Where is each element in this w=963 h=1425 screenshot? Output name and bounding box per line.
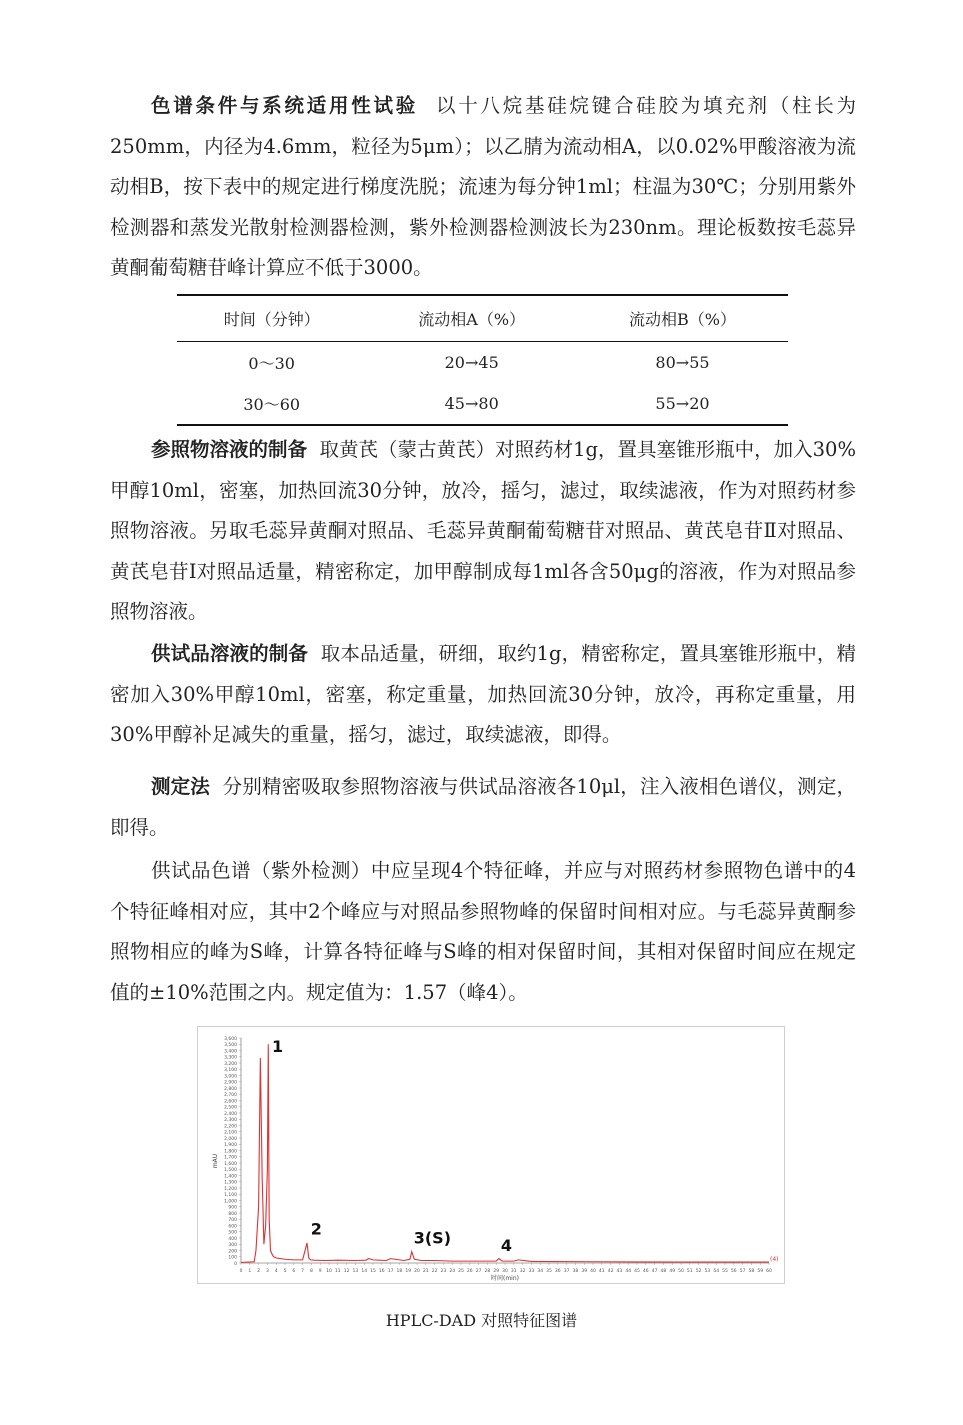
x-tick-label: 26 [466, 1269, 473, 1274]
y-tick-label: 3,100 [224, 1068, 237, 1074]
x-tick-label: 42 [607, 1269, 614, 1274]
heading-method: 测定法 [151, 775, 210, 798]
y-tick-label: 1,600 [224, 1161, 237, 1167]
y-tick-label: 2,300 [224, 1118, 237, 1124]
y-tick-label: 0 [234, 1261, 237, 1267]
y-tick-label: 1,400 [224, 1174, 237, 1180]
table-cell: 30～60 [177, 383, 366, 425]
x-tick-label: 25 [458, 1269, 464, 1274]
text-conditions: 以十八烷基硅烷键合硅胶为填充剂（柱长为250mm，内径为4.6mm，粒径为5μm）；以乙腈为流动相A，以0.02%甲酸溶液为流动相B，按下表中的规定进行梯度洗脱；流速为每分钟1ml；柱温为30℃；分别用紫外检测器和蒸发光散射检测器检测，紫外检测器检测波长为230nm。理论板数按毛蕊异黄酮葡萄糖苷峰计算应不低于3000。 [110, 94, 856, 279]
paragraph-reference [110, 430, 856, 633]
x-tick-label: 15 [370, 1269, 376, 1274]
y-tick-label: 2,600 [224, 1099, 237, 1105]
x-tick-label: 30 [502, 1269, 508, 1274]
heading-reference: 参照物溶液的制备 [151, 438, 308, 461]
x-tick-label: 58 [748, 1269, 755, 1274]
y-tick-label: 2,800 [224, 1086, 237, 1092]
y-tick-label: 2,900 [224, 1080, 237, 1086]
x-tick-label: 40 [590, 1269, 596, 1274]
y-axis-label: mAU [212, 1153, 219, 1169]
y-tick-label: 1,000 [224, 1199, 237, 1205]
paragraph-requirement [110, 851, 856, 1013]
x-tick-label: 35 [546, 1269, 552, 1274]
x-tick-label: 33 [528, 1269, 535, 1274]
table-cell: 80→55 [655, 352, 710, 372]
gradient-table [177, 294, 788, 426]
peak-label: 2 [310, 1219, 322, 1239]
x-tick-label: 2 [257, 1269, 261, 1274]
x-tick-label: 32 [519, 1269, 526, 1274]
x-tick-label: 56 [730, 1269, 737, 1274]
x-tick-label: 19 [405, 1269, 412, 1274]
heading-sample: 供试品溶液的制备 [151, 642, 309, 665]
y-tick-label: 1,100 [224, 1193, 237, 1199]
y-tick-label: 1,300 [224, 1180, 237, 1186]
x-tick-label: 52 [695, 1269, 702, 1274]
paragraph-sample [110, 634, 856, 756]
text-requirement: 供试品色谱（紫外检测）中应呈现4个特征峰，并应与对照药材参照物色谱中的4个特征峰相对应，其中2个峰应与对照品参照物峰的保留时间相对应。与毛蕊异黄酮参照物相应的峰为S峰，计算各特征峰与S峰的相对保留时间，其相对保留时间应在规定值的±10%范围之内。规定值为：1.57（峰4）。 [110, 859, 856, 1004]
x-tick-label: 27 [475, 1269, 482, 1274]
y-tick-label: 1,500 [224, 1168, 237, 1174]
x-tick-label: 21 [422, 1269, 429, 1274]
y-tick-label: 3,400 [224, 1049, 237, 1055]
text-method: 分别精密吸取参照物溶液与供试品溶液各10μl，注入液相色谱仪，测定，即得。 [110, 775, 856, 839]
x-tick-label: 17 [387, 1269, 394, 1274]
x-tick-label: 50 [678, 1269, 684, 1274]
table-header-phase-a: 流动相A（%） [366, 295, 577, 341]
x-tick-label: 9 [318, 1269, 322, 1274]
x-tick-label: 11 [334, 1269, 341, 1274]
y-tick-label: 1,800 [224, 1149, 237, 1155]
x-tick-label: 5 [283, 1269, 287, 1274]
x-tick-label: 53 [704, 1269, 711, 1274]
x-tick-label: 22 [431, 1269, 438, 1274]
x-tick-label: 43 [616, 1269, 623, 1274]
x-tick-label: 0 [239, 1269, 243, 1274]
x-tick-label: 34 [537, 1269, 544, 1274]
series-tag: (4) [770, 1256, 779, 1263]
x-tick-label: 8 [309, 1269, 313, 1274]
x-tick-label: 49 [669, 1269, 676, 1274]
y-tick-label: 1,700 [224, 1155, 237, 1161]
table-cell: 45→80 [366, 383, 577, 425]
x-tick-label: 38 [572, 1269, 579, 1274]
x-tick-label: 20 [414, 1269, 420, 1274]
y-tick-label: 700 [228, 1218, 237, 1224]
x-tick-label: 60 [766, 1269, 772, 1274]
table-header-row [177, 295, 788, 341]
y-tick-label: 2,200 [224, 1124, 237, 1130]
x-tick-label: 16 [378, 1269, 385, 1274]
table-row [177, 341, 788, 383]
y-tick-label: 1,900 [224, 1143, 237, 1149]
table-header-time: 时间（分钟） [177, 295, 366, 341]
peak-label: 1 [272, 1037, 284, 1056]
x-tick-label: 37 [563, 1269, 570, 1274]
table-cell: 0～30 [248, 353, 295, 373]
x-tick-label: 57 [739, 1269, 746, 1274]
x-tick-label: 47 [651, 1269, 658, 1274]
figure-caption: HPLC-DAD 对照特征图谱 [385, 1311, 578, 1330]
y-tick-label: 900 [228, 1205, 237, 1211]
y-tick-label: 1,200 [224, 1186, 237, 1192]
y-tick-label: 600 [228, 1224, 237, 1230]
x-tick-label: 51 [686, 1269, 693, 1274]
x-tick-label: 31 [510, 1269, 517, 1274]
x-tick-label: 12 [343, 1269, 350, 1274]
y-tick-label: 300 [228, 1243, 237, 1249]
x-tick-label: 45 [634, 1269, 640, 1274]
x-tick-label: 44 [625, 1269, 632, 1274]
x-tick-label: 55 [722, 1269, 728, 1274]
x-tick-label: 3 [265, 1269, 269, 1274]
x-tick-label: 28 [484, 1269, 491, 1274]
y-tick-label: 2,000 [224, 1136, 237, 1142]
x-tick-label: 59 [757, 1269, 764, 1274]
x-tick-label: 14 [361, 1269, 368, 1274]
x-tick-label: 13 [352, 1269, 359, 1274]
x-tick-label: 54 [713, 1269, 720, 1274]
y-tick-label: 3,500 [224, 1043, 237, 1049]
y-tick-label: 3,000 [224, 1074, 237, 1080]
y-tick-label: 2,400 [224, 1111, 237, 1117]
table-row [177, 383, 788, 425]
paragraph-conditions [110, 86, 856, 289]
x-tick-label: 10 [326, 1269, 332, 1274]
y-tick-label: 2,700 [224, 1093, 237, 1099]
x-tick-label: 29 [493, 1269, 500, 1274]
table-header-phase-b: 流动相B（%） [577, 295, 788, 341]
y-tick-label: 3,200 [224, 1061, 237, 1067]
y-tick-label: 400 [228, 1236, 237, 1242]
x-tick-label: 7 [301, 1269, 305, 1274]
y-tick-label: 3,300 [224, 1055, 237, 1061]
paragraph-method [110, 767, 856, 848]
text-reference: 取黄芪（蒙古黄芪）对照药材1g，置具塞锥形瓶中，加入30%甲醇10ml，密塞，加热回流30分钟，放冷，摇匀，滤过，取续滤液，作为对照药材参照物溶液。另取毛蕊异黄酮对照品、毛蕊异黄酮葡萄糖苷对照品、黄芪皂苷Ⅱ对照品、黄芪皂苷Ⅰ对照品适量，精密称定，加甲醇制成每1ml各含50μg的溶液，作为对照品参照物溶液。 [110, 438, 856, 623]
chart-frame [198, 1027, 785, 1284]
x-tick-label: 4 [274, 1269, 278, 1274]
y-tick-label: 2,500 [224, 1105, 237, 1111]
hplc-chromatogram [197, 1026, 785, 1284]
text-sample: 取本品适量，研细，取约1g，精密称定，置具塞锥形瓶中，精密加入30%甲醇10ml，密塞，称定重量，加热回流30分钟，放冷，再称定重量，用30%甲醇补足减失的重量，摇匀，滤过，取续滤液，即得。 [110, 642, 856, 746]
x-axis-label: 时间(min) [491, 1275, 519, 1282]
table-cell: 20→45 [444, 352, 499, 372]
y-tick-label: 500 [228, 1230, 237, 1236]
x-tick-label: 18 [396, 1269, 403, 1274]
y-tick-label: 3,600 [224, 1036, 237, 1042]
table-cell: 55→20 [577, 383, 788, 425]
x-tick-label: 23 [440, 1269, 447, 1274]
heading-conditions: 色谱条件与系统适用性试验 [151, 94, 419, 117]
x-tick-label: 24 [449, 1269, 456, 1274]
x-tick-label: 6 [292, 1269, 296, 1274]
x-tick-label: 36 [554, 1269, 561, 1274]
x-tick-label: 46 [642, 1269, 649, 1274]
y-tick-label: 800 [228, 1211, 237, 1217]
x-tick-label: 48 [660, 1269, 667, 1274]
y-tick-label: 100 [228, 1255, 237, 1261]
y-tick-label: 2,100 [224, 1130, 237, 1136]
x-tick-label: 39 [581, 1269, 588, 1274]
x-tick-label: 41 [598, 1269, 605, 1274]
peak-label: 4 [500, 1235, 512, 1255]
peak-label: 3(S) [413, 1228, 452, 1248]
x-tick-label: 1 [248, 1269, 252, 1274]
y-tick-label: 200 [228, 1249, 237, 1255]
